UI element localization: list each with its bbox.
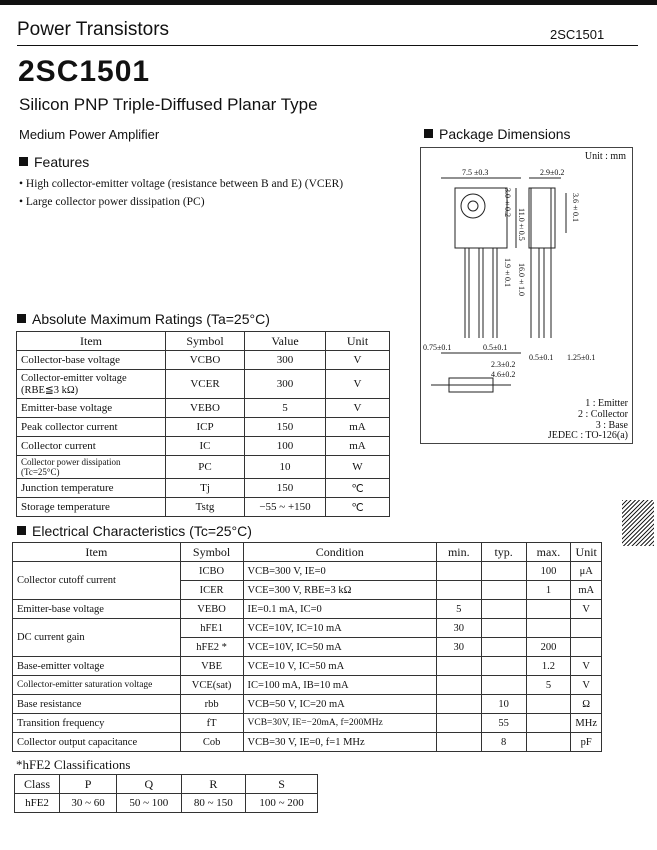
cell: 100 — [245, 437, 326, 456]
col-header: P — [60, 775, 117, 794]
dim-side-b: 1.25±0.1 — [567, 353, 596, 362]
cell — [436, 562, 481, 581]
cell: VEBO — [180, 600, 243, 619]
cell: ℃ — [326, 479, 390, 498]
cell — [436, 581, 481, 600]
cell: Junction temperature — [17, 479, 166, 498]
table-row — [17, 498, 390, 517]
dim-thickness: 2.9±0.2 — [540, 168, 565, 177]
pin-legend — [578, 398, 628, 431]
cell — [571, 638, 602, 657]
dim-pitch: 2.3±0.2 — [491, 360, 516, 369]
cell: hFE1 — [180, 619, 243, 638]
table-row — [13, 657, 602, 676]
col-header: min. — [436, 543, 481, 562]
table-row — [13, 676, 602, 695]
dim-width: 7.5 ±0.3 — [462, 168, 489, 177]
table-row — [13, 619, 602, 638]
table-row — [17, 418, 390, 437]
cell: 1.2 — [526, 657, 571, 676]
cell: VCB=300 V, IE=0 — [243, 562, 436, 581]
col-header: Item — [13, 543, 181, 562]
col-header: R — [181, 775, 246, 794]
cell: VCER — [166, 370, 245, 399]
cell — [481, 562, 526, 581]
cell — [436, 733, 481, 752]
jedec-label: JEDEC : TO-126(a) — [547, 430, 628, 441]
cell: 5 — [526, 676, 571, 695]
cell: 10 — [245, 456, 326, 479]
cell: Base resistance — [13, 695, 181, 714]
col-header: S — [246, 775, 318, 794]
cell: VCB=50 V, IC=20 mA — [243, 695, 436, 714]
cell: Collector-base voltage — [17, 351, 166, 370]
cell: mA — [326, 437, 390, 456]
dim-side-height: 3.6±0.1 — [571, 193, 580, 222]
table-row — [17, 479, 390, 498]
dim-side-a: 0.5±0.1 — [529, 353, 554, 362]
cell — [526, 714, 571, 733]
cell: 50 ~ 100 — [117, 794, 182, 813]
feature-item: • Large collector power dissipation (PC) — [19, 196, 205, 208]
cell: IC — [166, 437, 245, 456]
elec-heading — [17, 523, 252, 539]
cell: 30 — [436, 619, 481, 638]
cell: mA — [326, 418, 390, 437]
cell: V — [571, 600, 602, 619]
category-title: Power Transistors — [17, 19, 170, 40]
package-drawing-box — [420, 147, 633, 444]
dim-hole: 3.0±0.2 — [503, 188, 512, 217]
cell: 10 — [481, 695, 526, 714]
cell: VCBO — [166, 351, 245, 370]
cell: Transition frequency — [13, 714, 181, 733]
cell: 300 — [245, 370, 326, 399]
col-header: max. — [526, 543, 571, 562]
feature-text: Large collector power dissipation (PC) — [25, 196, 205, 208]
col-header: Condition — [243, 543, 436, 562]
cell — [436, 657, 481, 676]
cell — [481, 600, 526, 619]
cell: ICP — [166, 418, 245, 437]
application: Medium Power Amplifier — [19, 127, 160, 142]
abs-max-table — [16, 331, 390, 517]
cell: V — [571, 657, 602, 676]
cell: Collector cutoff current — [13, 562, 181, 600]
cell: Storage temperature — [17, 498, 166, 517]
features-list — [19, 175, 343, 211]
cell: 30 ~ 60 — [60, 794, 117, 813]
cell — [526, 733, 571, 752]
bullet-square-icon — [19, 157, 28, 166]
dim-span: 4.6±0.2 — [491, 370, 516, 379]
cell: ℃ — [326, 498, 390, 517]
part-number-small: 2SC1501 — [550, 27, 605, 42]
abs-max-heading — [17, 311, 270, 327]
cell: Tj — [166, 479, 245, 498]
features-heading-text: Features — [34, 154, 90, 170]
cell — [526, 600, 571, 619]
hfe-heading: *hFE2 Classifications — [16, 757, 131, 772]
cell: 150 — [245, 479, 326, 498]
cell: V — [571, 676, 602, 695]
cell: 200 — [526, 638, 571, 657]
cell: IC=100 mA, IB=10 mA — [243, 676, 436, 695]
cell: V — [326, 370, 390, 399]
table-row — [17, 399, 390, 418]
cell: 300 — [245, 351, 326, 370]
cell: ICER — [180, 581, 243, 600]
elec-heading-text: Electrical Characteristics (Tc=25°C) — [32, 523, 252, 539]
cell: 150 — [245, 418, 326, 437]
cell: VCE=10 V, IC=50 mA — [243, 657, 436, 676]
cell — [481, 657, 526, 676]
cell: 100 — [526, 562, 571, 581]
cell: Peak collector current — [17, 418, 166, 437]
col-header: Unit — [571, 543, 602, 562]
features-heading — [19, 154, 89, 170]
table-row — [17, 370, 390, 399]
dim-lead-b: 0.5±0.1 — [483, 343, 508, 352]
cell: ICBO — [180, 562, 243, 581]
device-type: Silicon PNP Triple-Diffused Planar Type — [19, 95, 318, 114]
cell: V — [326, 399, 390, 418]
col-header: Value — [245, 332, 326, 351]
package-heading-text: Package Dimensions — [439, 126, 571, 142]
cell: Base-emitter voltage — [13, 657, 181, 676]
pin-label: 1 : Emitter — [585, 398, 628, 409]
table-row — [13, 714, 602, 733]
cell: 5 — [245, 399, 326, 418]
cell: Emitter-base voltage — [13, 600, 181, 619]
col-header: Symbol — [166, 332, 245, 351]
cell: Collector output capacitance — [13, 733, 181, 752]
cell: Tstg — [166, 498, 245, 517]
cell: rbb — [180, 695, 243, 714]
cell — [526, 619, 571, 638]
cell: Emitter-base voltage — [17, 399, 166, 418]
header-rule — [17, 45, 638, 46]
cell: fT — [180, 714, 243, 733]
table-row — [17, 351, 390, 370]
cell: IE=0.1 mA, IC=0 — [243, 600, 436, 619]
cell: VCE(sat) — [180, 676, 243, 695]
col-header: Q — [117, 775, 182, 794]
cell: mA — [571, 581, 602, 600]
col-header: Class — [15, 775, 60, 794]
cell: μA — [571, 562, 602, 581]
cell: 5 — [436, 600, 481, 619]
elec-table — [12, 542, 602, 752]
cell: DC current gain — [13, 619, 181, 657]
feature-item: • High collector-emitter voltage (resistance between B and E) (VCER) — [19, 178, 344, 190]
cell: VCB=30 V, IE=0, f=1 MHz — [243, 733, 436, 752]
feature-text: High collector-emitter voltage (resistance between B and E) (VCER) — [25, 178, 344, 190]
table-row — [13, 562, 602, 581]
package-heading — [424, 126, 571, 142]
col-header: typ. — [481, 543, 526, 562]
cell — [436, 714, 481, 733]
table-header-row — [13, 543, 602, 562]
cell — [481, 581, 526, 600]
cell: Cob — [180, 733, 243, 752]
pin-label: 2 : Collector — [578, 409, 628, 420]
edge-barcode-mark — [622, 500, 654, 546]
table-row — [15, 794, 318, 813]
cell: hFE2 * — [180, 638, 243, 657]
cell: 100 ~ 200 — [246, 794, 318, 813]
dim-lead-length: 1.9±0.1 — [503, 258, 512, 287]
table-row — [17, 437, 390, 456]
cell: Ω — [571, 695, 602, 714]
cell: 1 — [526, 581, 571, 600]
cell: VCE=300 V, RBE=3 kΩ — [243, 581, 436, 600]
table-row — [13, 695, 602, 714]
abs-max-heading-text: Absolute Maximum Ratings (Ta=25°C) — [32, 311, 270, 327]
cell: −55 ~ +150 — [245, 498, 326, 517]
table-header-row — [17, 332, 390, 351]
cell: MHz — [571, 714, 602, 733]
cell: VEBO — [166, 399, 245, 418]
cell: VCE=10V, IC=50 mA — [243, 638, 436, 657]
cell: V — [326, 351, 390, 370]
bullet-square-icon — [17, 314, 26, 323]
cell: PC — [166, 456, 245, 479]
dim-body-height: 11.0±0.5 — [517, 208, 526, 241]
bullet-square-icon — [17, 526, 26, 535]
cell: pF — [571, 733, 602, 752]
cell: Collector-emitter voltage (RBE≦3 kΩ) — [17, 370, 166, 399]
hfe-table — [14, 774, 318, 813]
cell: Collector current — [17, 437, 166, 456]
cell: VCE=10V, IC=10 mA — [243, 619, 436, 638]
col-header: Symbol — [180, 543, 243, 562]
cell — [526, 695, 571, 714]
unit-label: Unit : mm — [584, 151, 626, 162]
cell — [481, 638, 526, 657]
cell: Collector-emitter saturation voltage — [13, 676, 181, 695]
cell — [436, 676, 481, 695]
part-number: 2SC1501 — [18, 55, 151, 88]
cell — [436, 695, 481, 714]
col-header: Unit — [326, 332, 390, 351]
dim-lead-a: 0.75±0.1 — [423, 343, 452, 352]
cell: 80 ~ 150 — [181, 794, 246, 813]
cell — [571, 619, 602, 638]
table-row — [13, 600, 602, 619]
cell — [481, 676, 526, 695]
table-header-row — [15, 775, 318, 794]
col-header: Item — [17, 332, 166, 351]
cell — [481, 619, 526, 638]
cell: W — [326, 456, 390, 479]
table-row — [17, 456, 390, 479]
cell: 8 — [481, 733, 526, 752]
cell: 55 — [481, 714, 526, 733]
pin-label: 3 : Base — [595, 420, 628, 431]
top-rule — [0, 0, 657, 5]
dim-total-length: 16.0±1.0 — [517, 263, 526, 296]
cell: VBE — [180, 657, 243, 676]
cell: VCB=30V, IE=−20mA, f=200MHz — [243, 714, 436, 733]
table-row — [13, 733, 602, 752]
cell: hFE2 — [15, 794, 60, 813]
cell: Collector power dissipation (Tc=25°C) — [17, 456, 166, 479]
bullet-square-icon — [424, 129, 433, 138]
cell: 30 — [436, 638, 481, 657]
